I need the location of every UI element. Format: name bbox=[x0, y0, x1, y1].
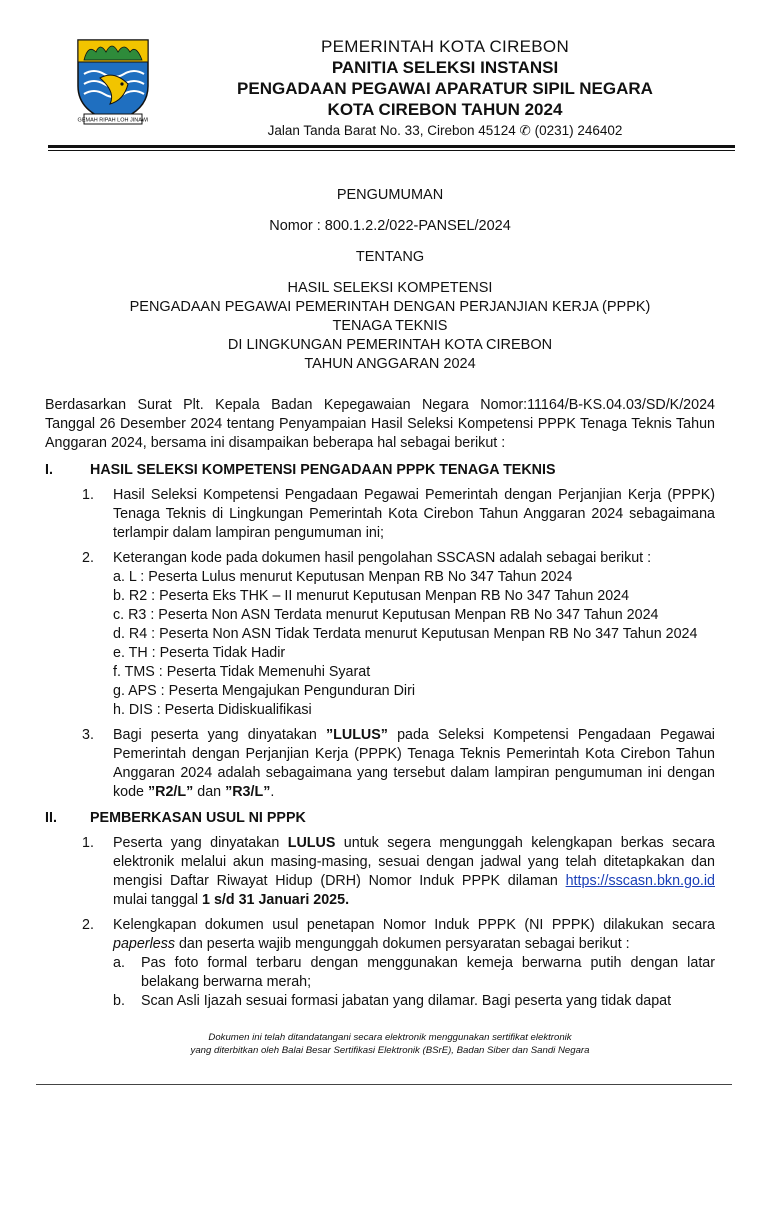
code-item-l: a. L : Peserta Lulus menurut Keputusan Menpan RB No 347 Tahun 2024 bbox=[113, 569, 573, 585]
item-text: Bagi peserta yang dinyatakan ”LULUS” pada Seleksi Kompetensi Pengadaan Pegawai Pemerintah dengan Perjanjian Kerja (PPPK) Tenaga Teknis Pemerintah Kota Cirebon Tahun Anggaran 2024 adalah sebagaimana yang tersebut dalam lampiran pengumuman ini dengan kode ”R2/L” dan ”R3/L”. bbox=[113, 727, 715, 800]
item-text: Kelengkapan dokumen usul penetapan Nomor Induk PPPK (NI PPPK) dilakukan secara paperless dan peserta wajib mengunggah dokumen persyaratan sebagai berikut : bbox=[113, 917, 715, 952]
intro-paragraph: Berdasarkan Surat Plt. Kepala Badan Kepegawaian Negara Nomor:11164/B-KS.04.03/SD/K/2024 Tanggal 26 Desember 2024 tentang Penyampaian Hasil Seleksi Kompetensi PPPK Tenaga Teknis Tahun Anggaran 2024, bersama ini disampaikan beberapa hal sebagai berikut : bbox=[45, 397, 715, 451]
heading-pengumuman: PENGUMUMAN bbox=[336, 187, 444, 203]
item-number: 2. bbox=[82, 550, 94, 566]
heading-subject-3: TENAGA TEKNIS bbox=[332, 318, 448, 334]
heading-subject-4: DI LINGKUNGAN PEMERINTAH KOTA CIREBON bbox=[227, 337, 553, 353]
document-body bbox=[45, 396, 715, 1011]
heading-subject-2: PENGADAAN PEGAWAI PEMERINTAH DENGAN PERJANJIAN KERJA (PPPK) bbox=[129, 299, 651, 315]
letterhead bbox=[165, 36, 725, 141]
section-1-title: HASIL SELEKSI KOMPETENSI PENGADAAN PPPK TENAGA TEKNIS bbox=[90, 462, 556, 478]
section-1-number: I. bbox=[45, 462, 53, 478]
electronic-signature-note bbox=[90, 1031, 690, 1057]
code-r3l: ”R3/L” bbox=[225, 784, 271, 800]
letterhead-divider-thin bbox=[48, 150, 735, 151]
heading-subject-1: HASIL SELEKSI KOMPETENSI bbox=[287, 280, 493, 296]
item-number: 2. bbox=[82, 917, 94, 933]
item-text: Keterangan kode pada dokumen hasil pengolahan SSCASN adalah sebagai berikut : bbox=[113, 550, 652, 566]
heading-number: Nomor : 800.1.2.2/022-PANSEL/2024 bbox=[269, 218, 511, 234]
letterhead-government: PEMERINTAH KOTA CIREBON bbox=[320, 37, 570, 56]
section-1-heading bbox=[45, 461, 715, 480]
section-2-heading bbox=[45, 809, 715, 828]
section-2-item-1 bbox=[45, 834, 715, 910]
footer-divider bbox=[36, 1084, 732, 1085]
requirement-a: a. Pas foto formal terbaru dengan menggunakan kemeja berwarna putih dengan latar belakang berwarna merah; bbox=[113, 955, 715, 990]
letterhead-committee: PANITIA SELEKSI INSTANSI bbox=[331, 58, 559, 77]
item-number: 1. bbox=[82, 487, 94, 503]
letterhead-procurement: PENGADAAN PEGAWAI APARATUR SIPIL NEGARA bbox=[237, 79, 653, 98]
code-item-th: e. TH : Peserta Tidak Hadir bbox=[113, 645, 286, 661]
letterhead-divider-thick bbox=[48, 145, 735, 148]
item-number: 1. bbox=[82, 835, 94, 851]
section-1-item-3 bbox=[45, 726, 715, 802]
footnote-line-1: Dokumen ini telah ditandatangani secara elektronik menggunakan sertifikat elektronik bbox=[208, 1032, 572, 1043]
deadline-date: 1 s/d 31 Januari 2025. bbox=[202, 892, 350, 908]
sscasn-link[interactable]: https://sscasn.bkn.go.id bbox=[565, 873, 715, 889]
code-r2l: ”R2/L” bbox=[147, 784, 194, 800]
code-item-r3: c. R3 : Peserta Non ASN Terdata menurut Keputusan Menpan RB No 347 Tahun 2024 bbox=[113, 607, 659, 623]
letterhead-city-year: KOTA CIREBON TAHUN 2024 bbox=[327, 100, 563, 119]
item-text: Peserta yang dinyatakan LULUS untuk segera mengunggah kelengkapan berkas secara elektronik melalui akun masing-masing, sesuai dengan jadwal yang telah ditetapkakan dan mengisi Daftar Riwayat Hidup (DRH) Nomor Induk PPPK dilaman https://sscasn.bkn.go.id mulai tanggal 1 s/d 31 Januari 2025. bbox=[113, 835, 716, 908]
section-2-number: II. bbox=[45, 810, 57, 826]
code-item-dis: h. DIS : Peserta Didiskualifikasi bbox=[113, 702, 312, 718]
code-item-tms: f. TMS : Peserta Tidak Memenuhi Syarat bbox=[113, 664, 371, 680]
section-2-title: PEMBERKASAN USUL NI PPPK bbox=[90, 810, 306, 826]
kota-cirebon-logo bbox=[70, 34, 156, 126]
announcement-heading bbox=[40, 186, 740, 374]
item-text: Hasil Seleksi Kompetensi Pengadaan Pegawai Pemerintah dengan Perjanjian Kerja (PPPK) Tenaga Teknis di Lingkungan Pemerintah Kota Cirebon Tahun Anggaran 2024 sebagaimana terlampir dalam lampiran pengumuman ini; bbox=[113, 487, 715, 541]
section-2-item-2 bbox=[45, 916, 715, 1011]
code-item-r2: b. R2 : Peserta Eks THK – II menurut Keputusan Menpan RB No 347 Tahun 2024 bbox=[113, 588, 630, 604]
section-1-item-1 bbox=[45, 486, 715, 543]
code-item-aps: g. APS : Peserta Mengajukan Pengunduran Diri bbox=[113, 683, 416, 699]
section-1-item-2 bbox=[45, 549, 715, 720]
code-list bbox=[113, 568, 715, 720]
letterhead-address: Jalan Tanda Barat No. 33, Cirebon 45124 ✆ (0231) 246402 bbox=[267, 123, 623, 138]
code-item-r4: d. R4 : Peserta Non ASN Tidak Terdata menurut Keputusan Menpan RB No 347 Tahun 2024 bbox=[113, 626, 698, 642]
item-number: 3. bbox=[82, 727, 94, 743]
heading-tentang: TENTANG bbox=[355, 249, 425, 265]
requirement-b: b. Scan Asli Ijazah sesuai formasi jabatan yang dilamar. Bagi peserta yang tidak dapat bbox=[113, 993, 672, 1009]
svg-text:GEMAH RIPAH LOH JINAWI: GEMAH RIPAH LOH JINAWI bbox=[77, 117, 149, 124]
footnote-line-2: yang diterbitkan oleh Balai Besar Sertifikasi Elektronik (BSrE), Badan Siber dan Sandi Negara bbox=[190, 1045, 590, 1056]
heading-subject-5: TAHUN ANGGARAN 2024 bbox=[304, 356, 476, 372]
status-lulus: ”LULUS” bbox=[325, 727, 388, 743]
